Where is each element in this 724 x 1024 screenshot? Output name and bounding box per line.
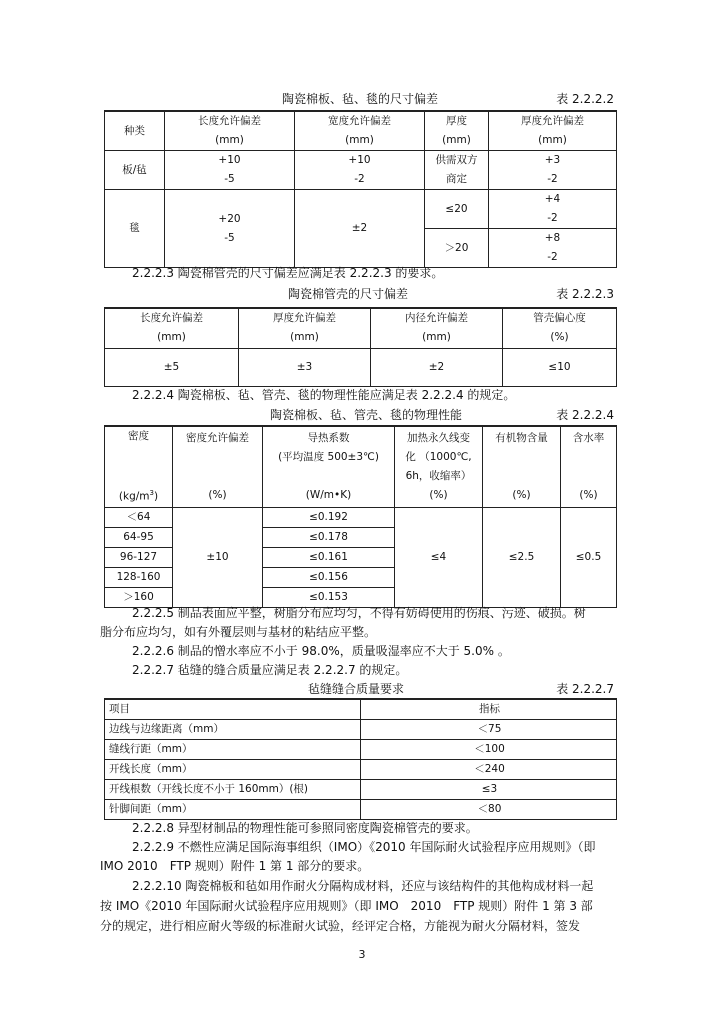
size-tolerance-table [104,110,617,268]
header-water-content: 含水率 (%) [561,426,617,507]
header-thickness: 厚度 (mm) [425,111,489,151]
table-title: 陶瓷棉板、毡、管壳、毯的物理性能 [270,408,463,422]
item-cell: 缝线行距（mm） [105,740,361,760]
header-indicator: 指标 [361,699,617,720]
water-cell: ≤0.5 [561,507,617,607]
table-row [105,760,617,780]
shrinkage-cell: ≤4 [395,507,483,607]
header-conductivity: 导热系数 (平均温度 500±3℃) (W/m•K) [263,426,395,507]
thickness-cell: 供需双方 商定 [425,151,489,190]
density-cell: 128-160 [105,567,173,587]
density-cell: ＞160 [105,587,173,607]
header-width: 宽度允许偏差 (mm) [295,111,425,151]
type-cell: 毯 [105,190,165,268]
table-row [105,780,617,800]
conductivity-cell: ≤0.178 [263,527,395,547]
conductivity-cell: ≤0.192 [263,507,395,527]
paragraph-2225: 2.2.2.5 制品表面应平整，树脂分布应均匀，不得有妨碍使用的伤痕、污迹、破损。树 [132,606,586,620]
header-thickness-tolerance: 厚度允许偏差 (mm) [489,111,617,151]
table-number: 表 2.2.2.7 [556,682,614,696]
density-tolerance-cell: ±10 [173,507,263,607]
table-row [105,190,617,229]
header-inner-diameter-tolerance: 内径允许偏差 (mm) [371,308,503,348]
value-cell: ≤10 [503,348,617,386]
table-row [105,348,617,386]
value-cell: ±2 [371,348,503,386]
paragraph-2224: 2.2.2.4 陶瓷棉板、毡、管壳、毯的物理性能应满足表 2.2.2.4 的规定。 [132,388,516,402]
thickness-cell: ＞20 [425,229,489,268]
header-item: 项目 [105,699,361,720]
header-length: 长度允许偏差 (mm) [165,111,295,151]
length-cell: +20 -5 [165,190,295,268]
physical-properties-table [104,425,617,608]
header-length-tolerance: 长度允许偏差 (mm) [105,308,239,348]
table-row [105,720,617,740]
table-row [105,800,617,820]
header-shrinkage: 加热永久线变 化 （1000℃, 6h，收缩率） (%) [395,426,483,507]
table-row [105,740,617,760]
indicator-cell: ≤3 [361,780,617,800]
paragraph-2223: 2.2.2.3 陶瓷棉管壳的尺寸偏差应满足表 2.2.2.3 的要求。 [132,266,444,280]
thickness-tolerance-cell: +4 -2 [489,190,617,229]
table-title: 毡缝缝合质量要求 [308,682,405,696]
paragraph-2226: 2.2.2.6 制品的憎水率应不小于 98.0%，质量吸湿率应不大于 5.0% 。 [132,644,510,658]
table-row [105,151,617,190]
table-caption [108,90,614,108]
header-density: 密度 $(kg/m^3)$ [105,426,173,507]
indicator-cell: ＜75 [361,720,617,740]
table-caption [108,406,614,424]
header-thickness-tolerance: 厚度允许偏差 (mm) [239,308,371,348]
value-cell: ±5 [105,348,239,386]
indicator-cell: ＜80 [361,800,617,820]
page-number: 3 [358,948,366,961]
paragraph-2227: 2.2.2.7 毡缝的缝合质量应满足表 2.2.2.7 的规定。 [132,663,408,677]
seam-quality-table [104,698,617,820]
thickness-tolerance-cell: +3 -2 [489,151,617,190]
table-caption [108,285,614,303]
table-row [105,507,617,527]
header-density-tolerance: 密度允许偏差 (%) [173,426,263,507]
paragraph-2229-cont: IMO 2010 FTP 规则）附件 1 第 1 部分的要求。 [100,859,370,873]
item-cell: 开线根数（开线长度不小于 160mm）(根) [105,780,361,800]
table-number: 表 2.2.2.3 [556,287,614,301]
item-cell: 针脚间距（mm） [105,800,361,820]
header-organic-content: 有机物含量 (%) [483,426,561,507]
header-eccentricity: 管壳偏心度 (%) [503,308,617,348]
thickness-tolerance-cell: +8 -2 [489,229,617,268]
table-number: 表 2.2.2.4 [556,408,614,422]
width-cell: ±2 [295,190,425,268]
density-cell: ＜64 [105,507,173,527]
paragraph-22210-cont1: 按 IMO《2010 年国际耐火试验程序应用规则》（即 IMO 2010 FTP 规则）附件 1 第 3 部 [100,899,593,913]
paragraph-22210-cont2: 分的规定，进行相应耐火等级的标准耐火试验，经评定合格，方能视为耐火分隔材料，签发 [100,919,581,933]
table-caption [108,680,614,698]
width-cell: +10 -2 [295,151,425,190]
indicator-cell: ＜240 [361,760,617,780]
table-title: 陶瓷棉管壳的尺寸偏差 [288,287,409,301]
conductivity-cell: ≤0.161 [263,547,395,567]
pipe-shell-tolerance-table [104,307,617,387]
length-cell: +10 -5 [165,151,295,190]
indicator-cell: ＜100 [361,740,617,760]
item-cell: 边线与边缘距离（mm） [105,720,361,740]
conductivity-cell: ≤0.153 [263,587,395,607]
type-cell: 板/毡 [105,151,165,190]
organic-cell: ≤2.5 [483,507,561,607]
paragraph-22210: 2.2.2.10 陶瓷棉板和毡如用作耐火分隔构成材料，还应与该结构件的其他构成材料一起 [132,879,594,893]
item-cell: 开线长度（mm） [105,760,361,780]
density-cell: 64-95 [105,527,173,547]
header-type: 种类 [105,111,165,151]
value-cell: ±3 [239,348,371,386]
paragraph-2228: 2.2.2.8 异型材制品的物理性能可参照同密度陶瓷棉管壳的要求。 [132,821,478,835]
paragraph-2229: 2.2.2.9 不燃性应满足国际海事组织（IMO）《2010 年国际耐火试验程序应用规则》（即 [132,840,596,854]
table-number: 表 2.2.2.2 [556,92,614,106]
table-title: 陶瓷棉板、毡、毯的尺寸偏差 [282,92,439,106]
thickness-cell: ≤20 [425,190,489,229]
conductivity-cell: ≤0.156 [263,567,395,587]
density-cell: 96-127 [105,547,173,567]
paragraph-2225-cont: 脂分布应均匀，如有外覆层则与基材的粘结应平整。 [100,625,377,639]
